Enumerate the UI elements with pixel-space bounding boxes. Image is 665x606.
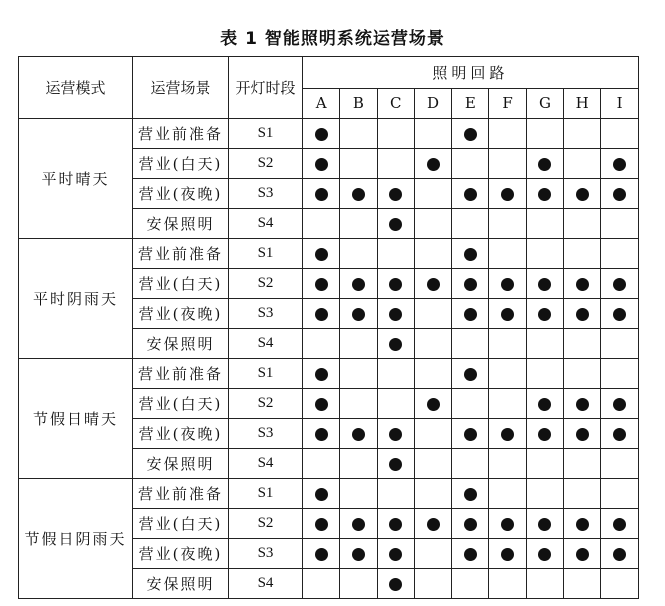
circuit-cell bbox=[489, 269, 526, 299]
circuit-cell bbox=[303, 539, 340, 569]
circuit-cell bbox=[303, 209, 340, 239]
circuit-cell bbox=[564, 389, 601, 419]
scene-cell: 营业(夜晚) bbox=[133, 179, 229, 209]
circuit-on-dot-icon bbox=[501, 278, 514, 291]
table-header bbox=[19, 57, 639, 119]
circuit-cell bbox=[452, 299, 489, 329]
scene-cell: 安保照明 bbox=[133, 449, 229, 479]
circuit-cell bbox=[414, 389, 451, 419]
circuit-on-dot-icon bbox=[613, 308, 626, 321]
circuit-cell bbox=[303, 179, 340, 209]
circuit-cell bbox=[564, 509, 601, 539]
circuit-cell bbox=[377, 419, 414, 449]
circuit-cell bbox=[489, 119, 526, 149]
period-cell: S1 bbox=[229, 359, 303, 389]
circuit-on-dot-icon bbox=[538, 308, 551, 321]
circuit-cell bbox=[526, 299, 563, 329]
circuit-on-dot-icon bbox=[576, 428, 589, 441]
circuit-cell bbox=[340, 329, 377, 359]
period-cell: S2 bbox=[229, 269, 303, 299]
table-title: 表 1 智能照明系统运营场景 bbox=[220, 29, 445, 49]
circuit-cell bbox=[452, 269, 489, 299]
circuit-on-dot-icon bbox=[538, 428, 551, 441]
circuit-on-dot-icon bbox=[464, 488, 477, 501]
circuit-cell bbox=[489, 389, 526, 419]
scene-cell: 营业前准备 bbox=[133, 119, 229, 149]
circuit-cell bbox=[452, 209, 489, 239]
circuit-cell bbox=[526, 149, 563, 179]
circuit-on-dot-icon bbox=[613, 188, 626, 201]
circuit-on-dot-icon bbox=[315, 488, 328, 501]
circuit-on-dot-icon bbox=[464, 518, 477, 531]
circuit-on-dot-icon bbox=[464, 308, 477, 321]
header-circuit-c: C bbox=[377, 88, 414, 119]
period-cell: S4 bbox=[229, 209, 303, 239]
scene-cell: 营业(白天) bbox=[133, 509, 229, 539]
scene-cell: 营业(白天) bbox=[133, 149, 229, 179]
circuit-cell bbox=[414, 209, 451, 239]
period-cell: S3 bbox=[229, 299, 303, 329]
circuit-cell bbox=[414, 509, 451, 539]
circuit-cell bbox=[414, 299, 451, 329]
circuit-cell bbox=[564, 449, 601, 479]
circuit-on-dot-icon bbox=[389, 548, 402, 561]
circuit-on-dot-icon bbox=[315, 368, 328, 381]
circuit-cell bbox=[414, 479, 451, 509]
circuit-cell bbox=[340, 209, 377, 239]
circuit-cell bbox=[377, 119, 414, 149]
circuit-on-dot-icon bbox=[538, 188, 551, 201]
circuit-cell bbox=[340, 479, 377, 509]
header-scene: 运营场景 bbox=[133, 57, 229, 119]
circuit-on-dot-icon bbox=[315, 548, 328, 561]
circuit-cell bbox=[564, 239, 601, 269]
scene-cell: 营业(夜晚) bbox=[133, 539, 229, 569]
scene-cell: 营业(白天) bbox=[133, 269, 229, 299]
circuit-cell bbox=[526, 449, 563, 479]
lighting-scene-table bbox=[18, 56, 639, 599]
circuit-on-dot-icon bbox=[501, 548, 514, 561]
circuit-cell bbox=[489, 239, 526, 269]
circuit-cell bbox=[303, 389, 340, 419]
circuit-on-dot-icon bbox=[576, 308, 589, 321]
circuit-cell bbox=[526, 239, 563, 269]
circuit-cell bbox=[340, 419, 377, 449]
circuit-on-dot-icon bbox=[576, 548, 589, 561]
period-cell: S1 bbox=[229, 239, 303, 269]
circuit-on-dot-icon bbox=[576, 518, 589, 531]
circuit-cell bbox=[564, 119, 601, 149]
circuit-cell bbox=[601, 329, 638, 359]
circuit-cell bbox=[601, 479, 638, 509]
circuit-on-dot-icon bbox=[389, 308, 402, 321]
circuit-cell bbox=[526, 479, 563, 509]
circuit-cell bbox=[303, 509, 340, 539]
circuit-cell bbox=[340, 179, 377, 209]
circuit-cell bbox=[564, 329, 601, 359]
circuit-on-dot-icon bbox=[352, 188, 365, 201]
circuit-cell bbox=[489, 449, 526, 479]
circuit-cell bbox=[601, 269, 638, 299]
circuit-cell bbox=[340, 359, 377, 389]
circuit-on-dot-icon bbox=[576, 398, 589, 411]
circuit-cell bbox=[526, 539, 563, 569]
circuit-cell bbox=[303, 239, 340, 269]
period-cell: S2 bbox=[229, 149, 303, 179]
circuit-cell bbox=[489, 479, 526, 509]
circuit-cell bbox=[414, 539, 451, 569]
circuit-on-dot-icon bbox=[352, 548, 365, 561]
scene-cell: 营业(夜晚) bbox=[133, 299, 229, 329]
circuit-on-dot-icon bbox=[464, 248, 477, 261]
circuit-cell bbox=[564, 539, 601, 569]
circuit-cell bbox=[601, 539, 638, 569]
circuit-cell bbox=[414, 419, 451, 449]
circuit-cell bbox=[340, 449, 377, 479]
circuit-cell bbox=[564, 359, 601, 389]
circuit-cell bbox=[601, 449, 638, 479]
circuit-cell bbox=[601, 119, 638, 149]
scene-cell: 营业前准备 bbox=[133, 479, 229, 509]
header-circuit-g: G bbox=[526, 88, 563, 119]
circuit-on-dot-icon bbox=[576, 188, 589, 201]
circuit-cell bbox=[564, 479, 601, 509]
circuit-cell bbox=[340, 119, 377, 149]
circuit-cell bbox=[377, 509, 414, 539]
circuit-cell bbox=[564, 149, 601, 179]
circuit-cell bbox=[526, 269, 563, 299]
period-cell: S2 bbox=[229, 389, 303, 419]
circuit-cell bbox=[489, 539, 526, 569]
circuit-cell bbox=[377, 479, 414, 509]
circuit-on-dot-icon bbox=[427, 518, 440, 531]
header-circuit-a: A bbox=[303, 88, 340, 119]
header-circuit-d: D bbox=[414, 88, 451, 119]
mode-cell: 平时阴雨天 bbox=[19, 239, 133, 359]
circuit-cell bbox=[414, 119, 451, 149]
circuit-cell bbox=[303, 569, 340, 599]
circuit-on-dot-icon bbox=[315, 398, 328, 411]
circuit-cell bbox=[414, 329, 451, 359]
circuit-on-dot-icon bbox=[389, 518, 402, 531]
circuit-cell bbox=[414, 569, 451, 599]
circuit-on-dot-icon bbox=[501, 188, 514, 201]
circuit-cell bbox=[489, 509, 526, 539]
circuit-on-dot-icon bbox=[464, 128, 477, 141]
circuit-cell bbox=[377, 179, 414, 209]
circuit-on-dot-icon bbox=[464, 548, 477, 561]
circuit-cell bbox=[377, 569, 414, 599]
circuit-cell bbox=[377, 149, 414, 179]
circuit-cell bbox=[564, 209, 601, 239]
period-cell: S4 bbox=[229, 329, 303, 359]
circuit-on-dot-icon bbox=[315, 158, 328, 171]
circuit-cell bbox=[303, 299, 340, 329]
mode-cell: 平时晴天 bbox=[19, 119, 133, 239]
circuit-on-dot-icon bbox=[352, 308, 365, 321]
circuit-cell bbox=[564, 179, 601, 209]
circuit-cell bbox=[526, 569, 563, 599]
circuit-cell bbox=[414, 239, 451, 269]
circuit-cell bbox=[452, 239, 489, 269]
circuit-on-dot-icon bbox=[538, 398, 551, 411]
circuit-on-dot-icon bbox=[315, 308, 328, 321]
scene-cell: 安保照明 bbox=[133, 569, 229, 599]
circuit-cell bbox=[489, 359, 526, 389]
circuit-cell bbox=[340, 509, 377, 539]
circuit-cell bbox=[452, 479, 489, 509]
circuit-cell bbox=[489, 569, 526, 599]
circuit-cell bbox=[452, 359, 489, 389]
period-cell: S2 bbox=[229, 509, 303, 539]
table-row bbox=[19, 239, 639, 269]
period-cell: S3 bbox=[229, 539, 303, 569]
circuit-cell bbox=[526, 389, 563, 419]
header-circuit-group: 照明回路 bbox=[303, 57, 639, 89]
header-circuit-e: E bbox=[452, 88, 489, 119]
mode-cell: 节假日晴天 bbox=[19, 359, 133, 479]
circuit-on-dot-icon bbox=[352, 518, 365, 531]
circuit-on-dot-icon bbox=[315, 248, 328, 261]
circuit-cell bbox=[340, 389, 377, 419]
circuit-on-dot-icon bbox=[613, 158, 626, 171]
circuit-cell bbox=[452, 449, 489, 479]
circuit-cell bbox=[303, 359, 340, 389]
circuit-cell bbox=[489, 209, 526, 239]
circuit-cell bbox=[340, 149, 377, 179]
scene-cell: 安保照明 bbox=[133, 329, 229, 359]
scene-cell: 营业(白天) bbox=[133, 389, 229, 419]
circuit-on-dot-icon bbox=[389, 188, 402, 201]
table-body bbox=[19, 119, 639, 599]
circuit-cell bbox=[601, 179, 638, 209]
circuit-on-dot-icon bbox=[538, 158, 551, 171]
circuit-on-dot-icon bbox=[389, 338, 402, 351]
circuit-cell bbox=[564, 269, 601, 299]
circuit-cell bbox=[601, 359, 638, 389]
circuit-cell bbox=[564, 569, 601, 599]
circuit-cell bbox=[489, 179, 526, 209]
circuit-cell bbox=[489, 329, 526, 359]
circuit-on-dot-icon bbox=[389, 458, 402, 471]
circuit-cell bbox=[303, 269, 340, 299]
circuit-cell bbox=[303, 329, 340, 359]
circuit-on-dot-icon bbox=[389, 578, 402, 591]
circuit-cell bbox=[601, 239, 638, 269]
circuit-cell bbox=[303, 119, 340, 149]
circuit-on-dot-icon bbox=[613, 398, 626, 411]
circuit-cell bbox=[377, 389, 414, 419]
circuit-cell bbox=[414, 359, 451, 389]
circuit-on-dot-icon bbox=[389, 428, 402, 441]
header-period: 开灯时段 bbox=[229, 57, 303, 119]
circuit-cell bbox=[340, 539, 377, 569]
circuit-cell bbox=[452, 569, 489, 599]
circuit-cell bbox=[489, 299, 526, 329]
period-cell: S1 bbox=[229, 119, 303, 149]
circuit-on-dot-icon bbox=[538, 518, 551, 531]
circuit-cell bbox=[340, 299, 377, 329]
period-cell: S3 bbox=[229, 419, 303, 449]
circuit-cell bbox=[526, 209, 563, 239]
circuit-on-dot-icon bbox=[576, 278, 589, 291]
circuit-on-dot-icon bbox=[315, 428, 328, 441]
circuit-on-dot-icon bbox=[352, 278, 365, 291]
table-row bbox=[19, 479, 639, 509]
circuit-cell bbox=[601, 299, 638, 329]
circuit-cell bbox=[452, 509, 489, 539]
circuit-on-dot-icon bbox=[501, 428, 514, 441]
circuit-cell bbox=[377, 269, 414, 299]
circuit-cell bbox=[377, 239, 414, 269]
circuit-on-dot-icon bbox=[389, 218, 402, 231]
circuit-cell bbox=[377, 359, 414, 389]
circuit-on-dot-icon bbox=[464, 428, 477, 441]
period-cell: S3 bbox=[229, 179, 303, 209]
circuit-cell bbox=[526, 509, 563, 539]
circuit-on-dot-icon bbox=[352, 428, 365, 441]
circuit-cell bbox=[414, 449, 451, 479]
header-circuit-i: I bbox=[601, 88, 638, 119]
circuit-cell bbox=[526, 329, 563, 359]
circuit-cell bbox=[377, 299, 414, 329]
circuit-cell bbox=[377, 209, 414, 239]
circuit-cell bbox=[601, 149, 638, 179]
circuit-cell bbox=[377, 449, 414, 479]
circuit-cell bbox=[340, 569, 377, 599]
circuit-cell bbox=[414, 149, 451, 179]
circuit-on-dot-icon bbox=[427, 278, 440, 291]
circuit-on-dot-icon bbox=[427, 398, 440, 411]
mode-cell: 节假日阴雨天 bbox=[19, 479, 133, 599]
circuit-cell bbox=[414, 269, 451, 299]
circuit-cell bbox=[452, 419, 489, 449]
circuit-cell bbox=[601, 209, 638, 239]
circuit-on-dot-icon bbox=[538, 548, 551, 561]
circuit-on-dot-icon bbox=[315, 188, 328, 201]
circuit-cell bbox=[452, 179, 489, 209]
circuit-cell bbox=[601, 419, 638, 449]
circuit-cell bbox=[303, 419, 340, 449]
circuit-cell bbox=[377, 539, 414, 569]
circuit-on-dot-icon bbox=[613, 518, 626, 531]
circuit-cell bbox=[340, 239, 377, 269]
circuit-on-dot-icon bbox=[538, 278, 551, 291]
circuit-cell bbox=[452, 149, 489, 179]
circuit-cell bbox=[526, 359, 563, 389]
circuit-cell bbox=[303, 149, 340, 179]
circuit-cell bbox=[452, 539, 489, 569]
circuit-on-dot-icon bbox=[464, 368, 477, 381]
circuit-cell bbox=[489, 149, 526, 179]
circuit-cell bbox=[414, 179, 451, 209]
circuit-cell bbox=[340, 269, 377, 299]
scene-cell: 营业前准备 bbox=[133, 359, 229, 389]
circuit-on-dot-icon bbox=[501, 308, 514, 321]
circuit-cell bbox=[526, 119, 563, 149]
circuit-on-dot-icon bbox=[315, 128, 328, 141]
table-row bbox=[19, 119, 639, 149]
circuit-cell bbox=[377, 329, 414, 359]
circuit-on-dot-icon bbox=[427, 158, 440, 171]
circuit-cell bbox=[526, 179, 563, 209]
circuit-cell bbox=[601, 569, 638, 599]
scene-cell: 营业前准备 bbox=[133, 239, 229, 269]
circuit-cell bbox=[452, 119, 489, 149]
period-cell: S1 bbox=[229, 479, 303, 509]
circuit-on-dot-icon bbox=[315, 518, 328, 531]
circuit-on-dot-icon bbox=[613, 548, 626, 561]
circuit-cell bbox=[601, 509, 638, 539]
circuit-cell bbox=[489, 419, 526, 449]
header-circuit-h: H bbox=[564, 88, 601, 119]
circuit-on-dot-icon bbox=[501, 518, 514, 531]
circuit-on-dot-icon bbox=[389, 278, 402, 291]
period-cell: S4 bbox=[229, 449, 303, 479]
circuit-on-dot-icon bbox=[613, 428, 626, 441]
circuit-cell bbox=[303, 449, 340, 479]
header-circuit-b: B bbox=[340, 88, 377, 119]
header-mode: 运营模式 bbox=[19, 57, 133, 119]
circuit-on-dot-icon bbox=[315, 278, 328, 291]
table-row bbox=[19, 359, 639, 389]
circuit-cell bbox=[452, 329, 489, 359]
circuit-cell bbox=[526, 419, 563, 449]
circuit-cell bbox=[564, 299, 601, 329]
circuit-on-dot-icon bbox=[613, 278, 626, 291]
circuit-on-dot-icon bbox=[464, 188, 477, 201]
circuit-on-dot-icon bbox=[464, 278, 477, 291]
circuit-cell bbox=[601, 389, 638, 419]
circuit-cell bbox=[303, 479, 340, 509]
circuit-cell bbox=[564, 419, 601, 449]
scene-cell: 安保照明 bbox=[133, 209, 229, 239]
header-circuit-f: F bbox=[489, 88, 526, 119]
scene-cell: 营业(夜晚) bbox=[133, 419, 229, 449]
circuit-cell bbox=[452, 389, 489, 419]
period-cell: S4 bbox=[229, 569, 303, 599]
